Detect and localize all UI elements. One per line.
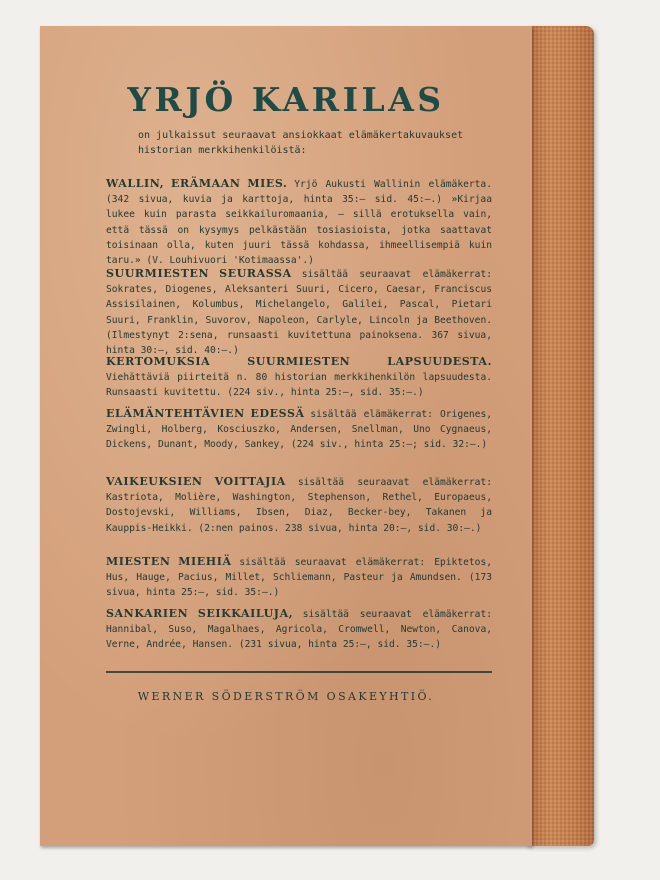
book-title: VAIKEUKSIEN VOITTAJIA bbox=[106, 475, 298, 488]
book-description: sisältää seuraavat elämäkerrat: Sokrates, Diogenes, Aleksanteri Suuri, Cicero, Caesar, Franciscus Assisilainen, Kolumbus, Michelangelo, Galilei, Pascal, Pietari Suuri, Franklin, Suvorov, Napoleon, Carlyle, Lincoln ja Beethoven. (Ilmestynyt 2:sena, runsaasti kuvitettuna painoksena. 367 sivua, hinta 30:—, sid. 40:—.) bbox=[106, 269, 492, 357]
book-entry-sankarien-seikkailuja bbox=[106, 606, 492, 653]
book-description: sisältää seuraavat elämäkerrat: Epiktetos, Hus, Hauge, Pacius, Millet, Schliemann, Pasteur ja Amundsen. (173 sivua, hinta 25:—, sid. 35:—.) bbox=[106, 557, 492, 599]
book-description: sisältää seuraavat elämäkerrat: Kastriota, Molière, Washington, Stephenson, Rethel, Europaeus, Dostojevski, Williams, Ibsen, Diaz, Becker-bey, Takanen ja Kauppis-Heikki. (2:nen painos. 238 sivua, hinta 20:—, sid. 30:—.) bbox=[106, 477, 492, 534]
book-title: WALLIN, ERÄMAAN MIES. bbox=[106, 177, 295, 190]
book-description: Yrjö Aukusti Wallinin elämäkerta. (342 sivua, kuvia ja karttoja, hinta 35:— sid. 45:—.) »Kirjaa lukee kuin parasta seikkailuromaania, — sillä erotuksella vain, että tässä on kysymys pelkästään tosiasioista, jotka saattavat toisinaan olla, kuten juuri tässä kohdassa, ihmeellisempiä kuin taru.» (V. Louhivuori 'Kotimaassa'.) bbox=[106, 179, 492, 267]
publisher-name: WERNER SÖDERSTRÖM OSAKEYHTIÖ. bbox=[137, 690, 435, 703]
book-title: SUURMIESTEN SEURASSA bbox=[106, 267, 302, 280]
book-title: MIESTEN MIEHIÄ bbox=[106, 555, 240, 568]
divider-rule bbox=[106, 671, 492, 673]
book-spine bbox=[526, 26, 594, 846]
book-title: SANKARIEN SEIKKAILUJA, bbox=[106, 607, 303, 620]
book-entry-miesten-miehia bbox=[106, 554, 492, 601]
book-description: sisältää elämäkerrat: Origenes, Zwingli, Holberg, Kosciuszko, Andersen, Snellman, Uno Cygnaeus, Dickens, Dunant, Moody, Sankey, (224 siv., hinta 25:—; sid. 32:—.) bbox=[106, 409, 492, 451]
book-entry-elamantehtavien-edessa bbox=[106, 406, 492, 453]
book-description: Viehättäviä piirteitä n. 80 historian merkkihenkilön lapsuudesta. Runsaasti kuvitettu. (224 siv., hinta 25:—, sid. 35:—.) bbox=[106, 372, 492, 399]
book-entry-suurmiesten-seurassa bbox=[106, 266, 492, 358]
book-description: sisältää seuraavat elämäkerrat: Hannibal, Suso, Magalhaes, Agricola, Cromwell, Newton, Canova, Verne, Andrée, Hansen. (231 sivua, hinta 25:—, sid. 35:—.) bbox=[106, 609, 492, 651]
intro-text: on julkaissut seuraavat ansiokkaat elämäkertakuvaukset historian merkkihenkilöistä: bbox=[138, 130, 464, 156]
book-entry-wallin bbox=[106, 176, 492, 268]
author-title: YRJÖ KARILAS bbox=[127, 80, 445, 119]
book-entry-vaikeuksien-voittajia bbox=[106, 474, 492, 536]
book-entry-kertomuksia bbox=[106, 354, 492, 401]
book-title: KERTOMUKSIA SUURMIESTEN LAPSUUDESTA. bbox=[106, 355, 492, 368]
book-back-cover bbox=[40, 26, 532, 846]
book-title: ELÄMÄNTEHTÄVIEN EDESSÄ bbox=[106, 407, 311, 420]
